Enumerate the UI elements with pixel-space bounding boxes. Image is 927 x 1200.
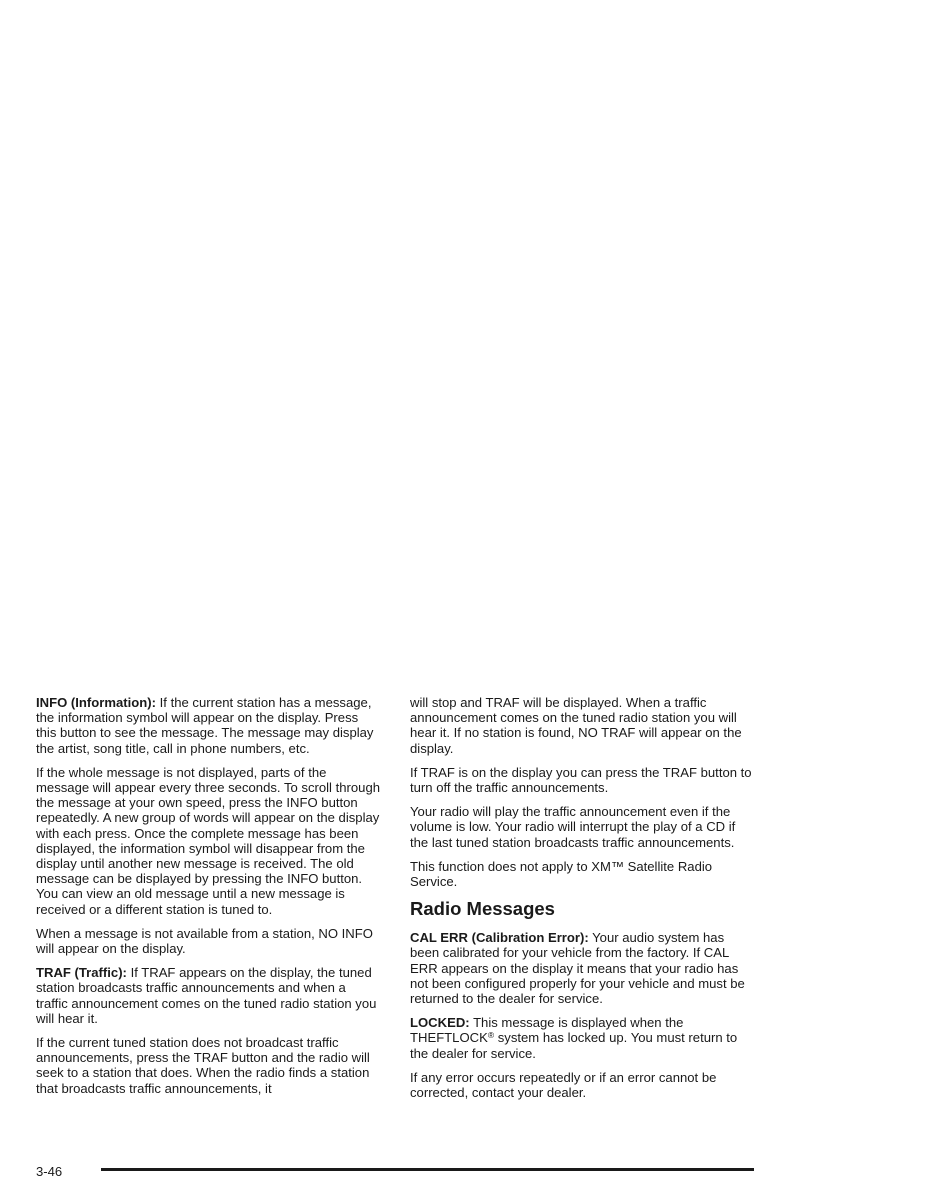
locked-text-after: system has locked up. You must return to the dealer for service. (410, 1030, 738, 1061)
cal-err-label: CAL ERR (Calibration Error): (410, 930, 589, 946)
radio-messages-heading: Radio Messages (410, 898, 555, 920)
info-label: INFO (Information): (36, 695, 157, 710)
traf-text: If TRAF appears on the display, the tuned station broadcasts traffic announcements and when a traffic announcement comes on the tuned radio station you will hear it. (36, 965, 377, 1026)
traf-off-paragraph: If TRAF is on the display you can press the TRAF button to turn off the traffic announcements. (410, 764, 752, 796)
locked-label: LOCKED: (410, 1015, 470, 1031)
traf-label: TRAF (Traffic): (36, 965, 127, 981)
locked-text-before: This message is displayed when the THEFTLOCK (410, 1015, 684, 1046)
info-paragraph (36, 695, 381, 756)
scroll-message-paragraph: If the whole message is not displayed, parts of the message will appear every three seconds. To scroll through the message at your own speed, press the INFO button repeatedly. A new group of words will appear on the display with each press. Once the complete message has been displayed, the information symbol will disappear from the display until another new message is received. The old message can be displayed by pressing the INFO button. You can view an old message until a new message is received or a different station is tuned to. (36, 764, 381, 917)
xm-note-paragraph: This function does not apply to XM™ Satellite Radio Service. (410, 858, 713, 890)
no-info-paragraph: When a message is not available from a station, NO INFO will appear on the display. (36, 925, 373, 957)
cal-err-text: Your audio system has been calibrated for your vehicle from the factory. If CAL ERR appears on the display it means that your radio has not been configured properly for your vehicle and must be returned to the dealer for service. (410, 930, 745, 1007)
cal-err-paragraph (410, 930, 755, 1006)
page-number: 3-46 (36, 1164, 63, 1179)
traf-continued-paragraph: will stop and TRAF will be displayed. When a traffic announcement comes on the tuned radio station you will hear it. If no station is found, NO TRAF will appear on the display. (410, 695, 742, 756)
traf-seek-paragraph: If the current tuned station does not broadcast traffic announcements, press the TRAF button and the radio will seek to a station that does. When the radio finds a station that broadcasts traffic announcements, it (36, 1035, 370, 1096)
right-column (410, 695, 755, 1109)
error-contact-paragraph: If any error occurs repeatedly or if an error cannot be corrected, contact your dealer. (410, 1069, 717, 1101)
traf-volume-paragraph: Your radio will play the traffic announcement even if the volume is low. Your radio will interrupt the play of a CD if the last tuned station broadcasts traffic announcements. (410, 804, 736, 850)
locked-paragraph (410, 1015, 755, 1061)
traf-paragraph (36, 965, 381, 1026)
footer-rule (101, 1168, 754, 1171)
registered-mark: ® (487, 1030, 495, 1041)
info-text: If the current station has a message, the information symbol will appear on the display. Press this button to see the message. The message may display the artist, song title, call in phone numbers, etc. (36, 695, 374, 756)
left-column (36, 695, 381, 1105)
